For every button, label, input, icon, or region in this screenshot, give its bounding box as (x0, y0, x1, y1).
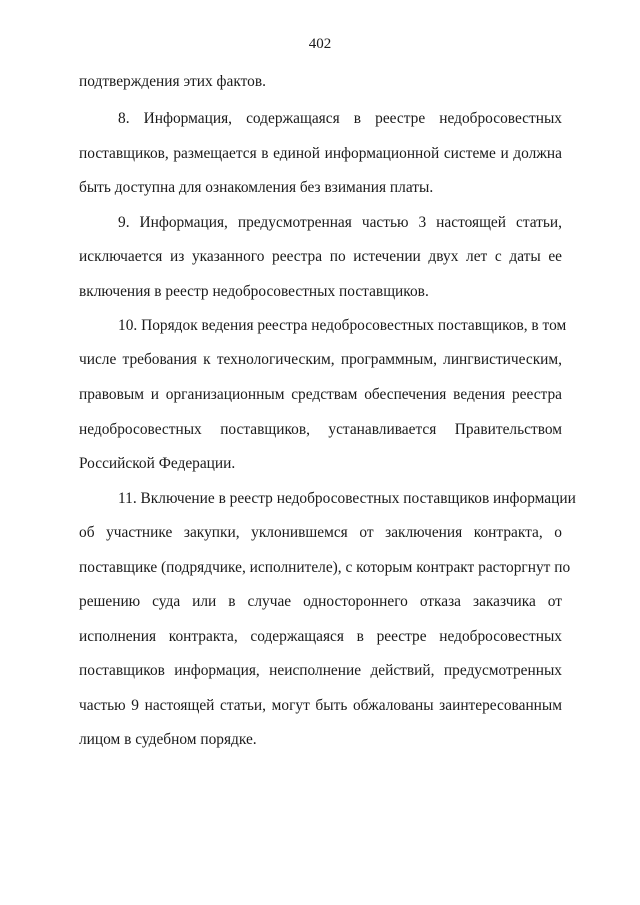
text-line: быть доступна для ознакомления без взимания платы. (79, 179, 434, 196)
paragraph-8-line-1: 8. Информация, содержащаяся в реестре недобросовестных (118, 110, 562, 127)
paragraph-9-line-1: 9. Информация, предусмотренная частью 3 настоящей статьи, (118, 214, 562, 231)
text-line: правовым и организационным средствам обеспечения ведения реестра (79, 386, 562, 403)
paragraph-11-line-1: 11. Включение в реестр недобросовестных поставщиков информации (118, 490, 576, 507)
text-line: поставщиков, размещается в единой информационной системе и должна (79, 145, 562, 162)
text-line: поставщике (подрядчике, исполнителе), с которым контракт расторгнут по (79, 559, 571, 576)
text-line: частью 9 настоящей статьи, могут быть обжалованы заинтересованным (79, 697, 562, 714)
text-line: исполнения контракта, содержащаяся в реестре недобросовестных (79, 628, 562, 645)
page-number: 402 (308, 36, 332, 52)
text-line: лицом в судебном порядке. (79, 731, 257, 748)
text-line: решению суда или в случае одностороннего отказа заказчика от (79, 593, 562, 610)
paragraph-10-line-1: 10. Порядок ведения реестра недобросовестных поставщиков, в том (118, 317, 567, 334)
text-line: об участнике закупки, уклонившемся от заключения контракта, о (79, 524, 562, 541)
text-line: исключается из указанного реестра по истечении двух лет с даты ее (79, 248, 562, 265)
text-line: недобросовестных поставщиков, устанавливается Правительством (79, 421, 562, 438)
text-line: Российской Федерации. (79, 455, 236, 472)
text-line: числе требования к технологическим, программным, лингвистическим, (79, 351, 562, 368)
text-line: поставщиков информация, неисполнение действий, предусмотренных (79, 662, 562, 679)
text-line: подтверждения этих фактов. (79, 73, 266, 90)
text-line: включения в реестр недобросовестных поставщиков. (79, 283, 429, 300)
